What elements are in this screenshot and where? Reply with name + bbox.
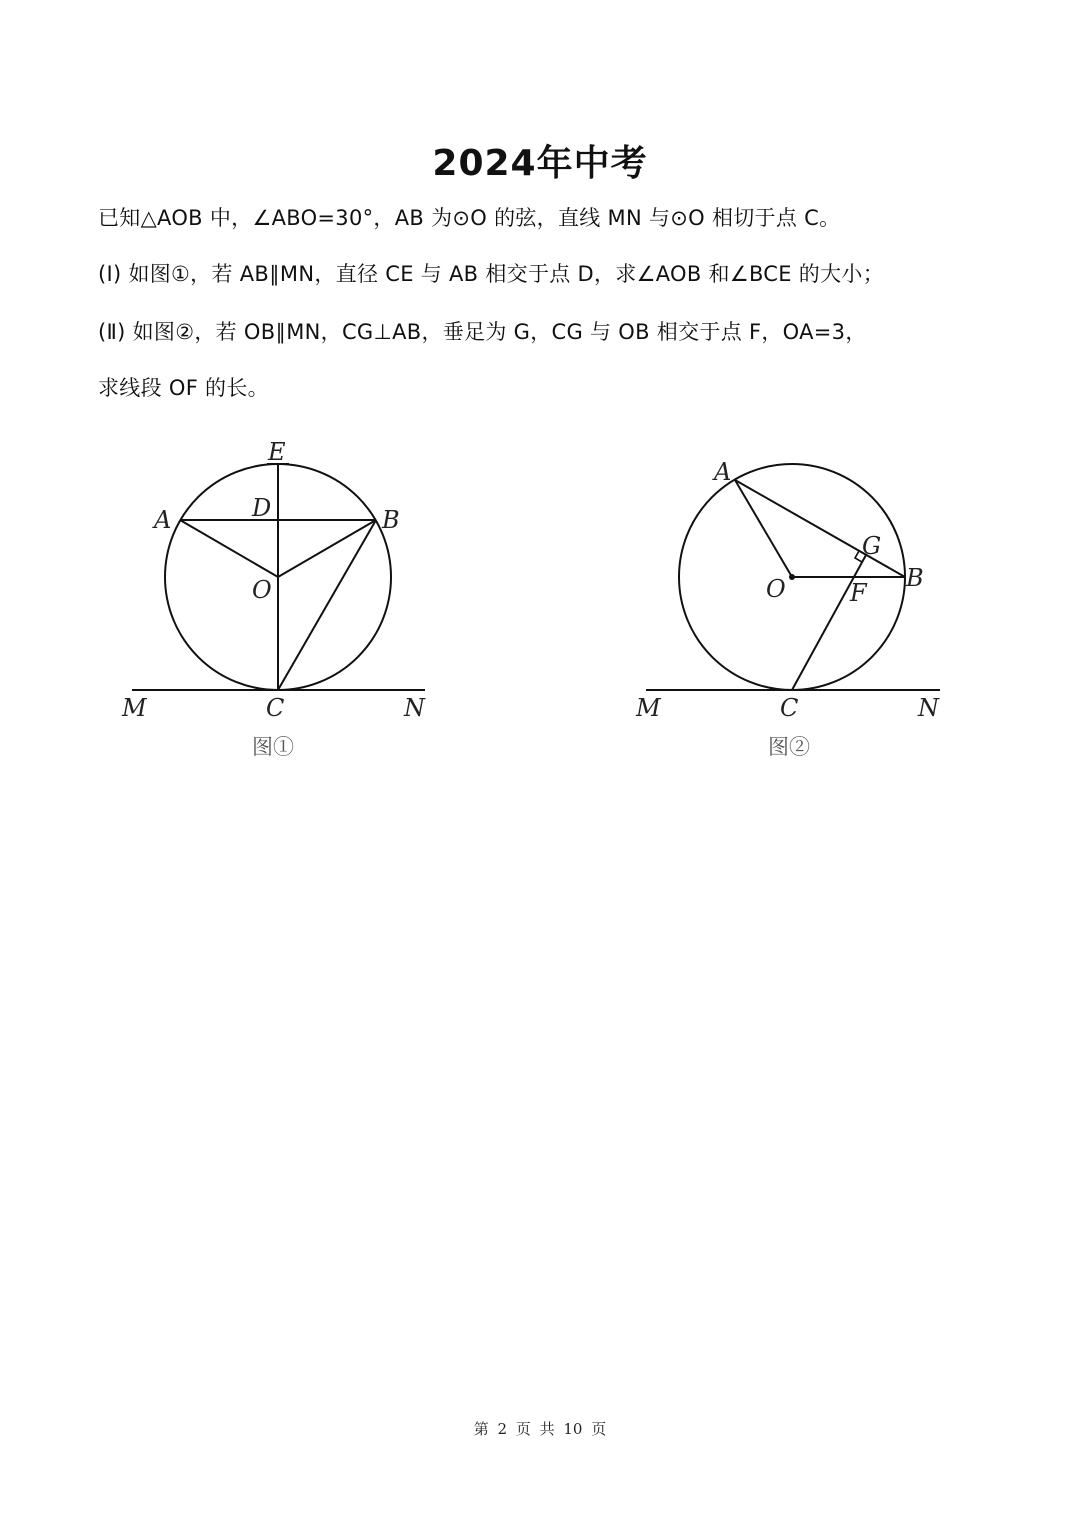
page-title: 2024年中考 [432,143,648,184]
figure-1 [110,430,450,770]
fig1-caption: 图① [252,735,294,759]
fig1-label-O: O [252,576,272,604]
page-footer: 第 2 页 共 10 页 [473,1420,607,1438]
fig2-label-G: G [862,532,882,560]
fig2-segment-OA [735,480,792,577]
question-part-2: (Ⅱ) 如图②，若 OB∥MN，CG⊥AB，垂足为 G，CG 与 OB 相交于点 F，OA=3， [98,320,867,344]
fig1-label-D: D [252,494,272,522]
fig2-chord-AB [735,480,905,577]
fig2-center-dot [789,574,795,580]
fig2-label-C: C [780,694,799,722]
question-part-2-continued: 求线段 OF 的长。 [98,376,269,400]
fig2-label-O: O [766,575,786,603]
fig2-label-B: B [906,564,924,592]
fig1-segment-OA [180,520,278,577]
fig1-segment-CB [278,520,376,690]
fig1-label-B: B [382,506,400,534]
fig1-label-A: A [154,506,172,534]
figure-2 [620,430,960,770]
fig1-label-C: C [266,694,285,722]
question-part-1: (Ⅰ) 如图①，若 AB∥MN，直径 CE 与 AB 相交于点 D，求∠AOB 和∠BCE 的大小； [98,262,885,286]
fig2-label-N: N [918,694,939,722]
fig1-label-M: M [122,694,147,722]
fig2-label-A: A [714,458,732,486]
fig2-label-F: F [850,579,867,607]
fig2-label-M: M [636,694,661,722]
fig1-label-N: N [404,694,425,722]
problem-statement: 已知△AOB 中，∠ABO=30°，AB 为⊙O 的弦，直线 MN 与⊙O 相切于点 C。 [98,206,841,230]
fig2-caption: 图② [768,735,810,759]
fig1-segment-OB [278,520,376,577]
fig1-label-E: E [268,438,286,466]
